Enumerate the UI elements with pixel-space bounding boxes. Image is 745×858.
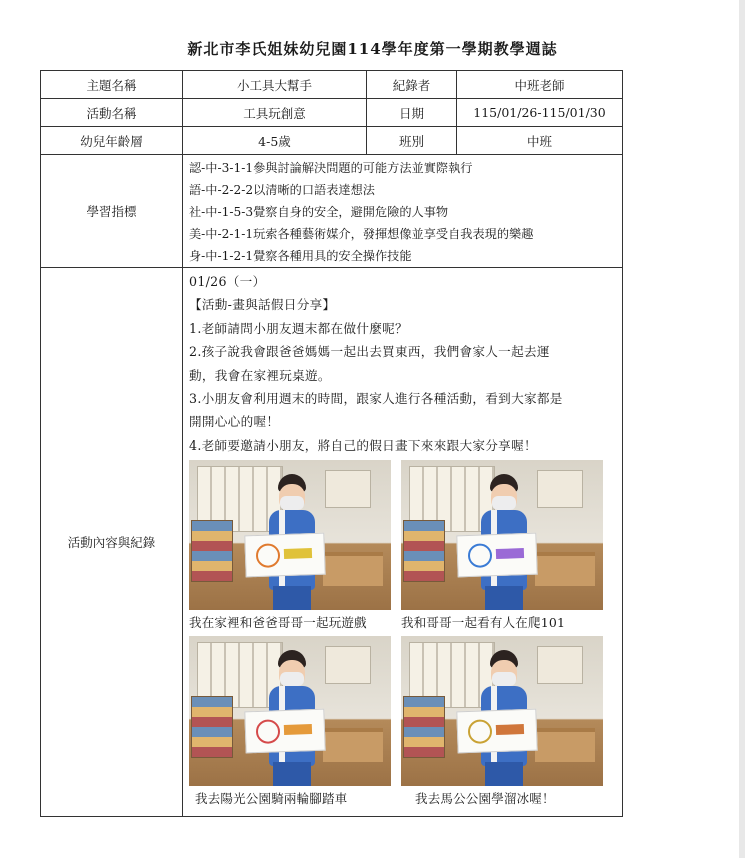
record-paragraph: 4.老師要邀請小朋友，將自己的假日畫下來來跟大家分享喔！ [189,437,537,453]
table-row [41,99,623,127]
class-label: 班別 [367,127,457,155]
photo-caption: 我在家裡和爸爸哥哥一起玩遊戲 [189,615,367,631]
table-row [41,71,623,99]
record-paragraph: 3.小朋友會利用週末的時間，跟家人進行各種活動，看到大家都是 [189,391,563,407]
age-label: 幼兒年齡層 [41,127,183,155]
page-title: 新北市李氏姐妹幼兒園114學年度第一學期教學週誌 [187,40,558,58]
indicator-item: 美-中-2-1-1玩索各種藝術媒介，發揮想像並享受自我表現的樂趣 [189,227,534,241]
activity-value: 工具玩創意 [183,99,367,127]
record-paragraph: 動，我會在家裡玩桌遊。 [189,367,331,383]
record-label: 活動內容與紀錄 [41,268,183,817]
indicator-item: 語-中-2-2-2以清晰的口語表達想法 [189,183,375,197]
activity-photo [189,460,391,610]
indicators-cell [183,155,623,268]
record-heading: 【活動-畫與話假日分享】 [189,297,336,313]
photo-caption: 我去馬公公園學溜冰喔！ [415,791,555,807]
table-row [41,155,623,268]
activity-photo [401,460,603,610]
record-paragraph: 1.老師請問小朋友週末都在做什麼呢？ [189,320,408,336]
indicator-item: 身-中-1-2-1覺察各種用具的安全操作技能 [189,249,412,263]
record-date: 01/26（一） [189,274,266,289]
date-value: 115/01/26-115/01/30 [457,99,623,127]
indicator-item: 認-中-3-1-1參與討論解決問題的可能方法並實際執行 [189,161,473,175]
recorder-value: 中班老師 [457,71,623,99]
age-value: 4-5歲 [183,127,367,155]
record-paragraph: 2.孩子說我會跟爸爸媽媽一起出去買東西，我們會家人一起去運 [189,344,550,360]
activity-label: 活動名稱 [41,99,183,127]
theme-value: 小工具大幫手 [183,71,367,99]
photo-caption: 我去陽光公園騎兩輪腳踏車 [195,791,348,807]
indicator-item: 社-中-1-5-3覺察自身的安全，避開危險的人事物 [189,205,449,219]
activity-photo [401,636,603,786]
indicators-label: 學習指標 [41,155,183,268]
class-value: 中班 [457,127,623,155]
record-cell [183,268,623,817]
date-label: 日期 [367,99,457,127]
activity-photo [189,636,391,786]
table-row [41,268,623,817]
photo-grid [189,460,616,812]
photo-caption: 我和哥哥一起看有人在爬101 [401,615,566,631]
record-paragraph: 開開心心的喔！ [189,414,280,430]
table-row [41,127,623,155]
window-edge [739,0,745,858]
recorder-label: 紀錄者 [367,71,457,99]
weekly-log-table [40,70,623,817]
theme-label: 主題名稱 [41,71,183,99]
